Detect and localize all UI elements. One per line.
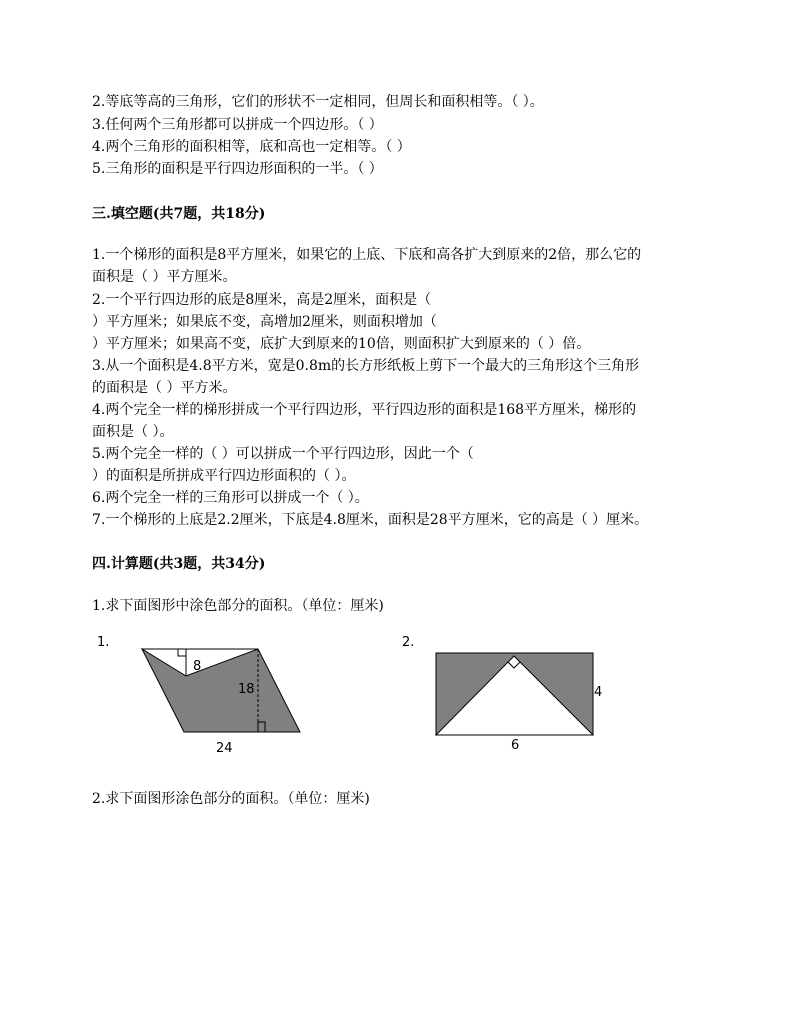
calc-q2-prompt: 2.求下面图形涂色部分的面积。（单位：厘米) [92,791,370,807]
fill-q4-line1: 4.两个完全一样的梯形拼成一个平行四边形，平行四边形的面积是168平方厘米，梯形的 [92,402,637,418]
dim-base-label: 6 [511,738,520,753]
fill-q5-line2: ）的面积是所拼成平行四边形面积的（ ）。 [92,468,356,484]
figure-1-label: 1. [97,635,110,650]
dim-base-label: 24 [216,741,233,756]
judge-item-4: 4.两个三角形的面积相等，底和高也一定相等。（ ） [92,139,411,155]
dim-side-label: 4 [594,685,603,700]
dim-height-label: 18 [238,682,255,697]
fill-q3-line1: 3.从一个面积是4.8平方米，宽是0.8m的长方形纸板上剪下一个最大的三角形这个三角形 [92,358,640,374]
judge-item-3: 3.任何两个三角形都可以拼成一个四边形。（ ） [92,117,383,133]
fill-q3-line2: 的面积是（ ）平方米。 [92,380,237,396]
fill-q5-line1: 5.两个完全一样的（ ）可以拼成一个平行四边形，因此一个（ [92,446,474,462]
fill-q4-line2: 面积是（ ）。 [92,424,174,440]
fill-q2-line2: ）平方厘米；如果底不变，高增加2厘米，则面积增加（ [92,314,437,330]
fill-q7: 7.一个梯形的上底是2.2厘米，下底是4.8厘米，面积是28平方厘米，它的高是（ ）厘米。 [92,512,649,528]
fill-q1-line1: 1.一个梯形的面积是8平方厘米，如果它的上底、下底和高各扩大到原来的2倍，那么它的 [92,247,642,263]
figure-1-parallelogram [90,630,320,760]
figure-2-rectangle [398,630,618,760]
fill-q6: 6.两个完全一样的三角形可以拼成一个（ ）。 [92,490,369,506]
calc-section-title: 四.计算题(共3题，共34分) [92,556,266,572]
judge-item-2: 2.等底等高的三角形，它们的形状不一定相同，但周长和面积相等。（ ）。 [92,94,544,110]
fill-q2-line3: ）平方厘米；如果高不变，底扩大到原来的10倍，则面积扩大到原来的（ ）倍。 [92,336,591,352]
fill-section-title: 三.填空题(共7题，共18分) [92,206,266,222]
calc-q1-prompt: 1.求下面图形中涂色部分的面积。（单位：厘米) [92,598,384,614]
judge-item-5: 5.三角形的面积是平行四边形面积的一半。（ ） [92,161,383,177]
figure-2-label: 2. [402,635,415,650]
fill-q1-line2: 面积是（ ）平方厘米。 [92,269,237,285]
dim-top-label: 8 [193,659,202,674]
fill-q2-line1: 2.一个平行四边形的底是8厘米，高是2厘米，面积是（ [92,292,432,308]
